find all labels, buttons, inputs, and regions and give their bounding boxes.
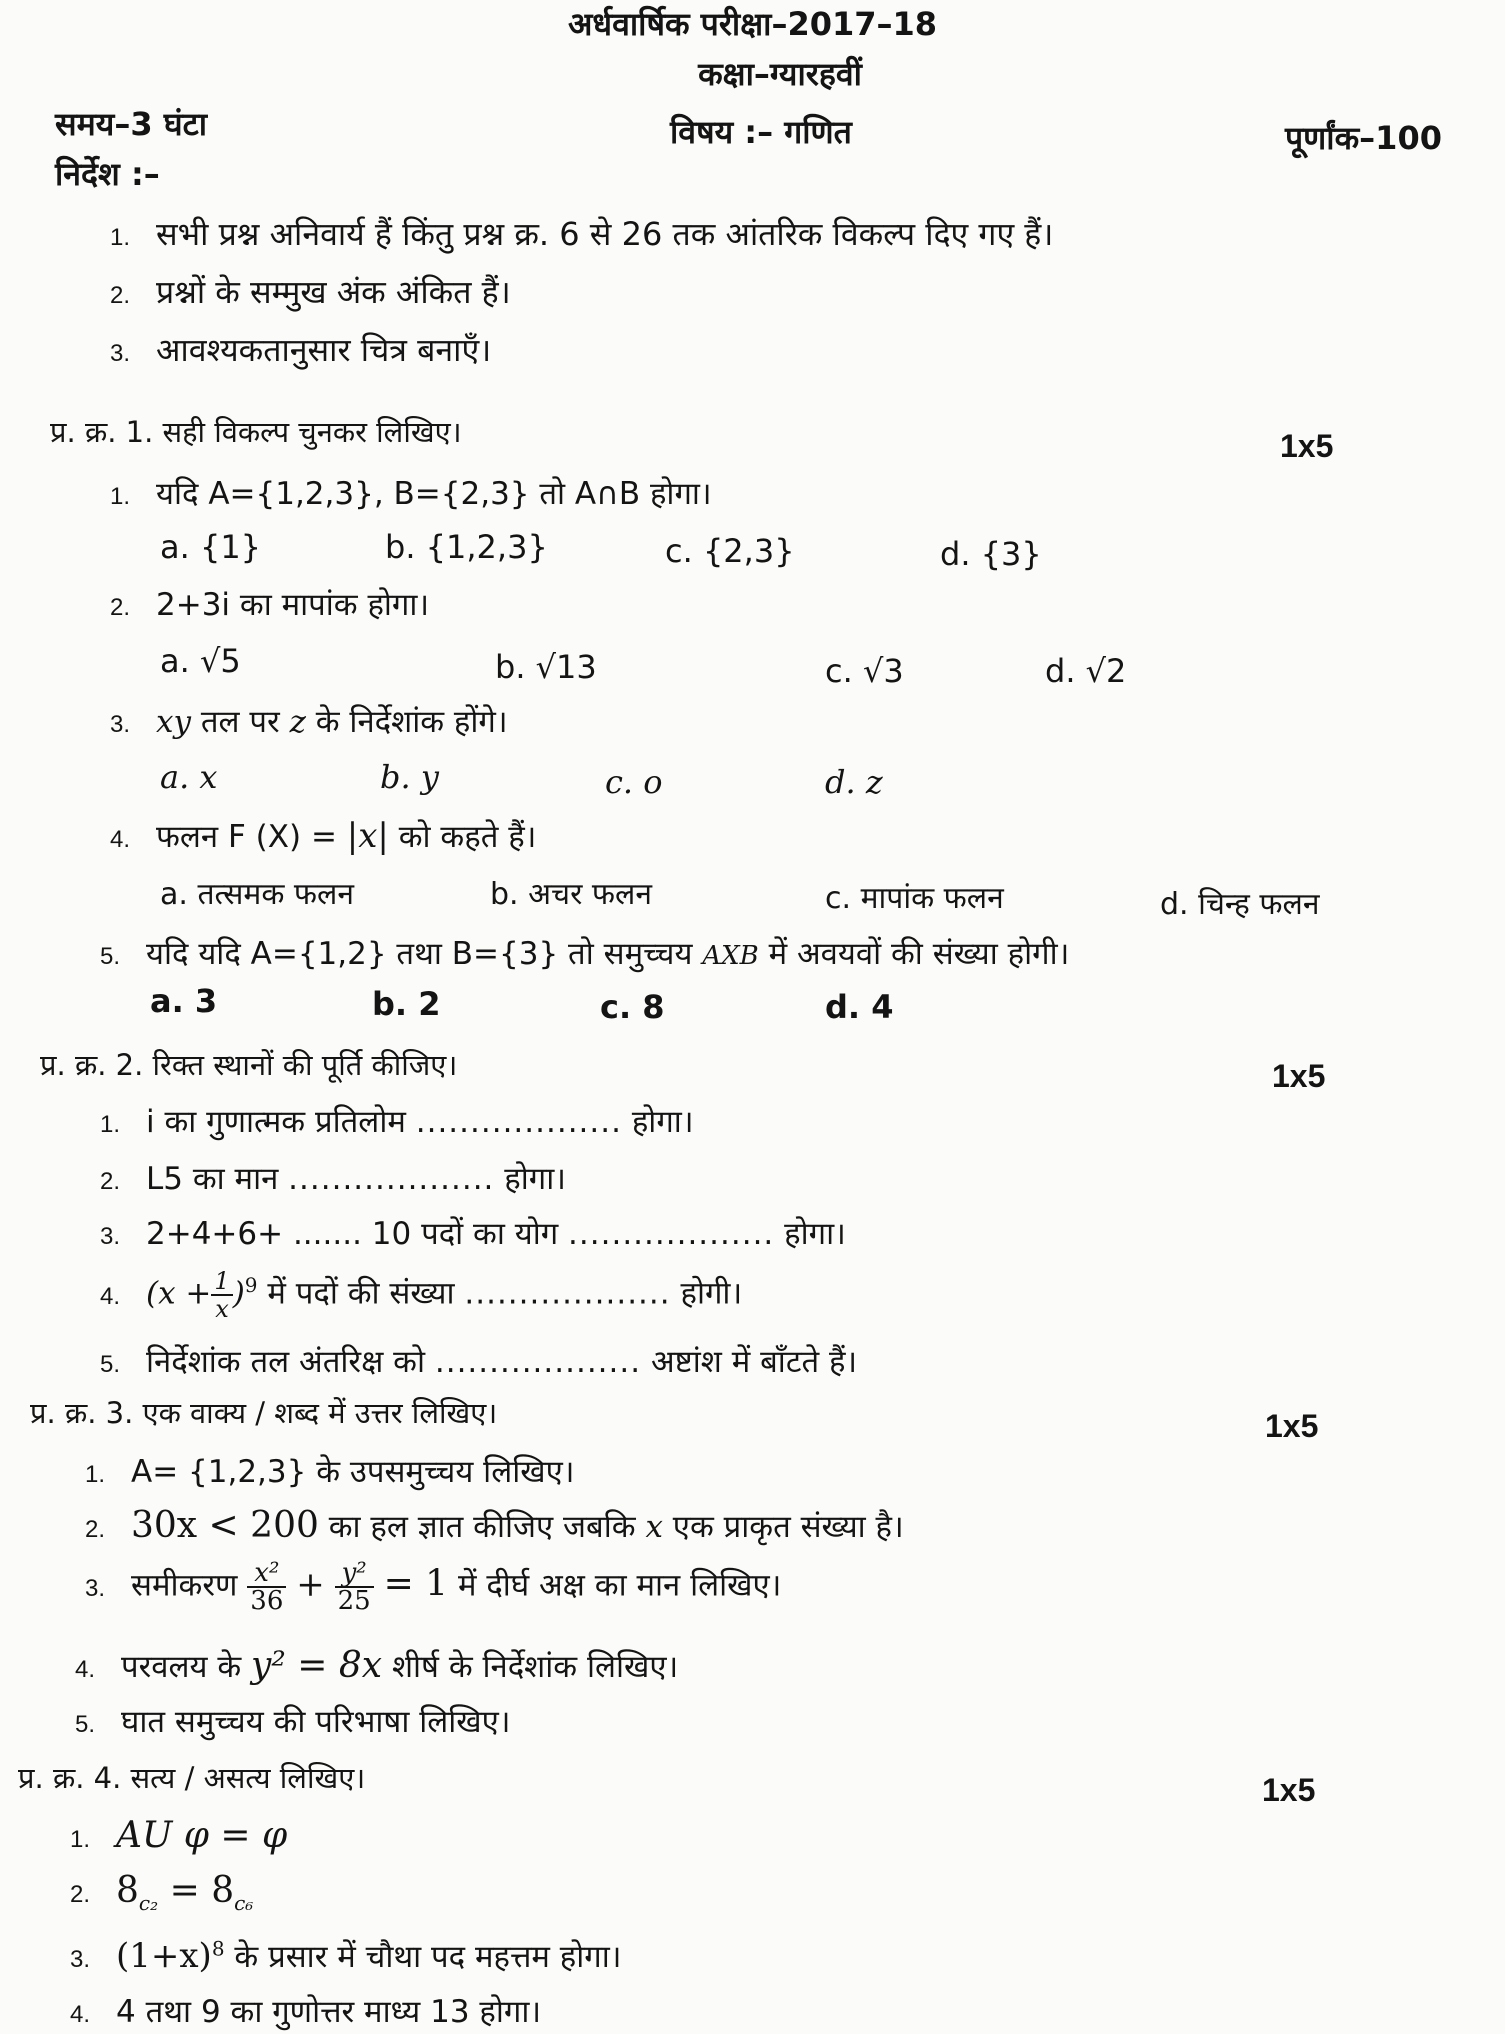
q1-2-option-c: c. √3 xyxy=(825,652,904,690)
q1-marks: 1x5 xyxy=(1280,428,1334,464)
q1-5-option-b: b. 2 xyxy=(372,985,441,1023)
q1-5-option-d: d. 4 xyxy=(825,988,894,1026)
q4-title: प्र. क्र. 4. सत्य / असत्य लिखिए। xyxy=(18,1761,366,1795)
q1-1-option-c: c. {2,3} xyxy=(665,532,795,570)
q1-1-option-b: b. {1,2,3} xyxy=(385,528,548,566)
q3-item-4: 4. परवलय के y² = 8x शीर्ष के निर्देशांक लिखिए। xyxy=(75,1645,679,1686)
q4-item-4: 4. 4 तथा 9 का गुणोत्तर माध्य 13 होगा। xyxy=(70,1994,542,2030)
q1-5-option-c: c. 8 xyxy=(600,988,665,1026)
exam-title: अर्धवार्षिक परीक्षा–2017–18 xyxy=(567,5,938,43)
q3-item-5: 5. घात समुच्चय की परिभाषा लिखिए। xyxy=(75,1704,511,1740)
q1-5-option-a: a. 3 xyxy=(150,982,218,1020)
instruction-item: 3. आवश्यकतानुसार चित्र बनाएँ। xyxy=(110,331,492,369)
q4-item-1: 1. AU φ = φ xyxy=(70,1815,288,1856)
q3-item-1: 1. A= {1,2,3} के उपसमुच्चय लिखिए। xyxy=(85,1454,575,1490)
q1-4-option-b: b. अचर फलन xyxy=(490,877,653,912)
q4-item-3: 3. $(1+x)^8$ के प्रसार में चौथा पद महत्तम होगा। xyxy=(70,1936,622,1976)
q1-2-option-b: b. √13 xyxy=(495,648,597,686)
q1-1-option-a: a. {1} xyxy=(160,528,262,566)
q3-item-2: 2. 30x < 200 का हल ज्ञात कीजिए जबकि x एक प्राकृत संख्या है। xyxy=(85,1505,904,1546)
q1-item-2: 2. 2+3i का मापांक होगा। xyxy=(110,587,430,623)
q1-4-option-a: a. तत्समक फलन xyxy=(160,877,355,912)
instruction-item: 1. सभी प्रश्न अनिवार्य हैं किंतु प्रश्न क्र. 6 से 26 तक आंतरिक विकल्प दिए गए हैं। xyxy=(110,215,1054,253)
q1-1-option-d: d. {3} xyxy=(940,535,1042,573)
instruction-item: 2. प्रश्नों के सम्मुख अंक अंकित हैं। xyxy=(110,273,511,311)
q1-3-option-d: d. z xyxy=(825,763,883,801)
q1-item-4: 4. फलन F (X) = |x| को कहते हैं। xyxy=(110,816,537,856)
q1-item-5: 5. यदि यदि A={1,2} तथा B={3} तो समुच्चय AXB में अवयवों की संख्या होगी। xyxy=(100,936,1070,972)
q1-3-option-b: b. y xyxy=(380,758,439,796)
q1-title: प्र. क्र. 1. सही विकल्प चुनकर लिखिए। xyxy=(50,415,462,449)
q1-item-1: 1. यदि A={1,2,3}, B={2,3} तो A∩B होगा। xyxy=(110,476,712,512)
q2-item-2: 2. L5 का मान ................... होगा। xyxy=(100,1161,566,1197)
subject-label: विषय :– गणित xyxy=(670,113,852,151)
total-marks-label: पूर्णांक–100 xyxy=(1285,119,1442,157)
q2-item-3: 3. 2+4+6+ ....... 10 पदों का योग ................... होगा। xyxy=(100,1216,846,1252)
q4-item-2: 2. $8_{c_2} = 8_{c_6}$ xyxy=(70,1870,254,1916)
q1-4-option-c: c. मापांक फलन xyxy=(825,881,1004,916)
instructions-title: निर्देश :– xyxy=(55,155,160,193)
q4-marks: 1x5 xyxy=(1262,1772,1316,1808)
q2-item-4: 4. (x + $\frac{1}{x}$ )$^9$ में पदों की संख्या ................... होगी। xyxy=(100,1267,743,1323)
q3-title: प्र. क्र. 3. एक वाक्य / शब्द में उत्तर लिखिए। xyxy=(30,1396,498,1430)
time-label: समय–3 घंटा xyxy=(55,105,208,143)
q1-4-option-d: d. चिन्ह फलन xyxy=(1160,887,1320,922)
q1-3-option-a: a. x xyxy=(160,758,218,796)
q3-item-3: 3. समीकरण $\frac{\text{x²}}{36}$ + $\frac{\text{y²}}{25}$ = 1 में दीर्घ अक्ष का मान लिखिए। xyxy=(85,1558,782,1616)
q1-item-3: 3. xy तल पर z के निर्देशांक होंगे। xyxy=(110,704,508,740)
q3-marks: 1x5 xyxy=(1265,1408,1319,1444)
q1-2-option-a: a. √5 xyxy=(160,642,241,680)
class-label: कक्षा–ग्यारहवीं xyxy=(698,55,862,93)
q1-3-option-c: c. o xyxy=(605,763,663,801)
q2-item-5: 5. निर्देशांक तल अंतरिक्ष को ................... अष्टांश में बाँटते हैं। xyxy=(100,1344,858,1380)
q2-title: प्र. क्र. 2. रिक्त स्थानों की पूर्ति कीजिए। xyxy=(40,1048,458,1082)
q2-item-1: 1. i का गुणात्मक प्रतिलोम ................... होगा। xyxy=(100,1104,694,1140)
q2-marks: 1x5 xyxy=(1272,1058,1326,1094)
q1-2-option-d: d. √2 xyxy=(1045,652,1127,690)
